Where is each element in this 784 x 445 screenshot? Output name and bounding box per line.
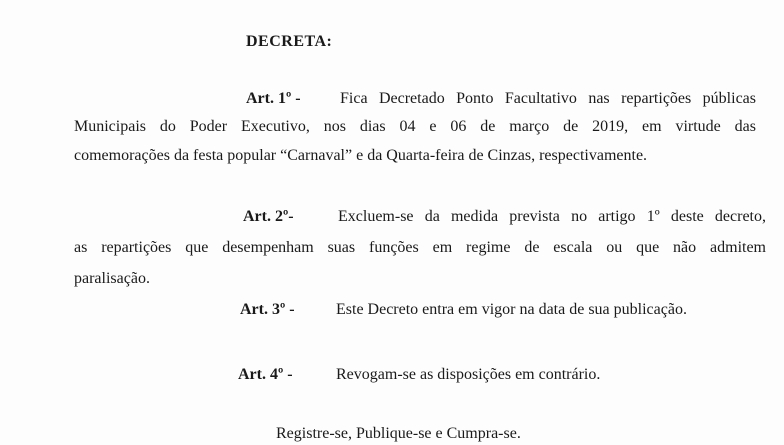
article-1-label: Art. 1º -	[246, 90, 301, 107]
article-3-label: Art. 3º -	[240, 301, 295, 318]
article-2-line-3: paralisação.	[74, 270, 150, 287]
article-1-line-2: Municipais do Poder Executivo, nos dias 04 e 06 de março de 2019, em virtude das	[74, 118, 756, 135]
article-1-line-3: comemorações da festa popular “Carnaval” e da Quarta-feira de Cinzas, respectivamente.	[74, 147, 648, 164]
article-2-line-2: as repartições que desempenham suas funções em regime de escala ou que não admitem	[74, 239, 766, 256]
article-4-label: Art. 4º -	[238, 366, 293, 383]
article-2-line-1: Excluem-se da medida prevista no artigo 1º deste decreto,	[338, 208, 766, 225]
article-3-line-1: Este Decreto entra em vigor na data de sua publicação.	[336, 301, 687, 318]
article-4-line-1: Revogam-se as disposições em contrário.	[336, 366, 601, 383]
decree-heading: DECRETA:	[246, 33, 333, 50]
closing-statement: Registre-se, Publique-se e Cumpra-se.	[276, 425, 521, 442]
article-2-label: Art. 2º-	[243, 208, 294, 225]
article-1-line-1: Fica Decretado Ponto Facultativo nas repartições públicas	[340, 90, 756, 107]
